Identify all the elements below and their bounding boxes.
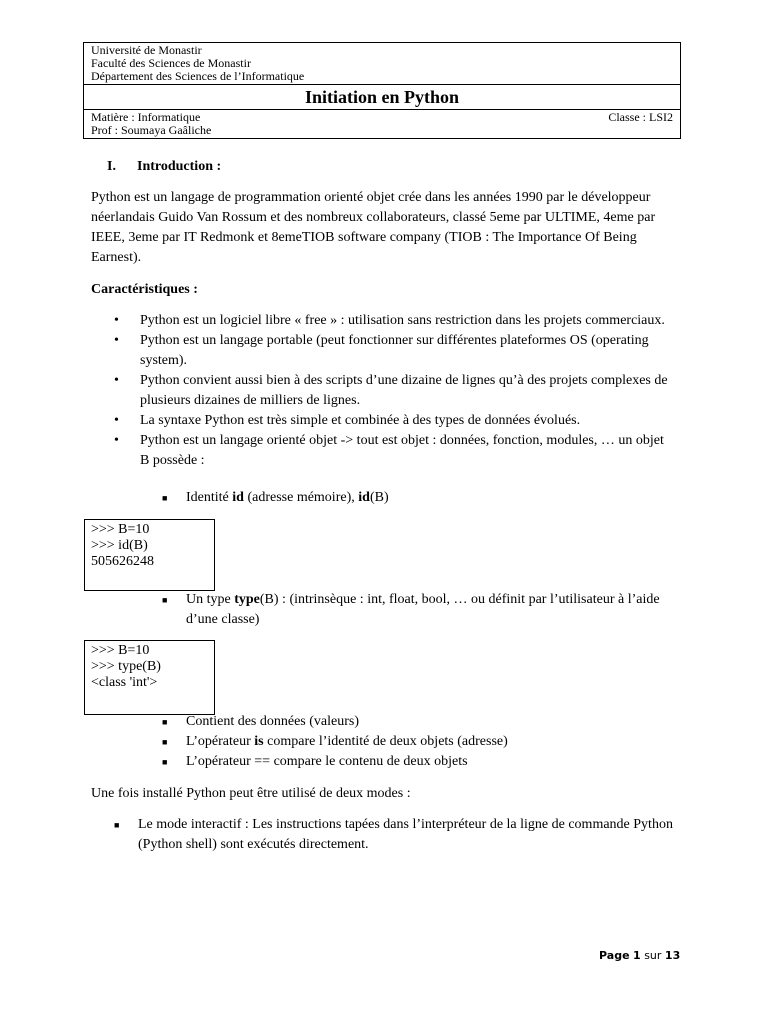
modes-intro: Une fois installé Python peut être utilisé de deux modes :: [91, 786, 411, 801]
modes-list: [114, 815, 674, 855]
list-item: ■ Identité id (adresse mémoire), id(B): [162, 488, 682, 508]
subject-label: Matière : Informatique: [91, 110, 201, 124]
professor-label: Prof : Soumaya Gaâliche: [91, 123, 212, 137]
list-item: • La syntaxe Python est très simple et combinée à des types de données évolués.: [114, 411, 674, 431]
square-bullet-icon: ■: [162, 737, 168, 747]
sublist-identity: [162, 488, 682, 508]
code-line: <class 'int'>: [91, 675, 158, 690]
page-of-label: sur: [644, 949, 662, 962]
code-box-id: [84, 519, 215, 591]
section-number: I.: [107, 159, 116, 174]
department-name: Département des Sciences de l’Informatique: [91, 69, 305, 83]
section-heading-introduction: [107, 159, 221, 175]
institution-block: [84, 43, 680, 85]
intro-paragraph: Python est un langage de programmation orienté objet crée dans les années 1990 par le développeur néerlandais Guido Van Rossum et des nombreux collaborateurs, classé 5eme par ULTIME, 4eme par IEEE, 3eme par IT Redmonk et 8emeTIOB software company (TIOB : The Importance Of Being Earnest).: [91, 190, 656, 265]
bullet-icon: •: [114, 333, 119, 348]
page-footer: [599, 949, 680, 962]
square-bullet-icon: ■: [162, 493, 168, 503]
document-header: [83, 42, 681, 139]
list-item: ■ L’opérateur == compare le contenu de deux objets: [162, 752, 682, 772]
features-heading: Caractéristiques :: [91, 282, 198, 297]
list-item: ■ Le mode interactif : Les instructions tapées dans l’interpréteur de la ligne de commande Python (Python shell) sont exécutés directement.: [114, 817, 673, 852]
page-number: 1: [633, 949, 641, 962]
document-title: Initiation en Python: [84, 85, 680, 110]
list-item: ■ Un type type(B) : (intrinsèque : int, float, bool, … ou définit par l’utilisateur à l’aide d’une classe): [162, 592, 660, 627]
list-item: • Python est un logiciel libre « free » : utilisation sans restriction dans les projets commerciaux.: [114, 311, 674, 331]
sublist-properties: [162, 712, 682, 772]
list-item: ■ Contient des données (valeurs): [162, 712, 682, 732]
faculty-name: Faculté des Sciences de Monastir: [91, 56, 251, 70]
class-label: Classe : LSI2: [608, 110, 673, 124]
bullet-icon: •: [114, 413, 119, 428]
list-item: • Python est un langage portable (peut fonctionner sur différentes plateformes OS (operating system).: [114, 333, 649, 368]
features-list: [114, 311, 674, 471]
square-bullet-icon: ■: [162, 757, 168, 767]
square-bullet-icon: ■: [114, 820, 120, 830]
code-line: >>> id(B): [91, 538, 148, 553]
bullet-icon: •: [114, 433, 119, 448]
code-line: >>> B=10: [91, 643, 150, 658]
page-total: 13: [664, 949, 681, 962]
code-line: >>> type(B): [91, 659, 161, 674]
square-bullet-icon: ■: [162, 595, 168, 605]
list-item: • Python convient aussi bien à des scripts d’une dizaine de lignes qu’à des projets complexes de plusieurs dizaines de milliers de lignes.: [114, 373, 668, 408]
code-line: 505626248: [91, 554, 154, 569]
section-title: Introduction :: [137, 159, 222, 174]
list-item: ■ L’opérateur is compare l’identité de deux objets (adresse): [162, 732, 682, 752]
square-bullet-icon: ■: [162, 717, 168, 727]
bullet-icon: •: [114, 313, 119, 328]
university-name: Université de Monastir: [91, 43, 202, 57]
sublist-type: [162, 590, 682, 630]
page-label: Page: [599, 949, 630, 962]
list-item: • Python est un langage orienté objet -> tout est objet : données, fonction, modules, … un objet B possède :: [114, 433, 664, 468]
code-box-type: [84, 640, 215, 715]
bullet-icon: •: [114, 373, 119, 388]
code-line: >>> B=10: [91, 522, 150, 537]
course-info-block: [84, 110, 680, 138]
